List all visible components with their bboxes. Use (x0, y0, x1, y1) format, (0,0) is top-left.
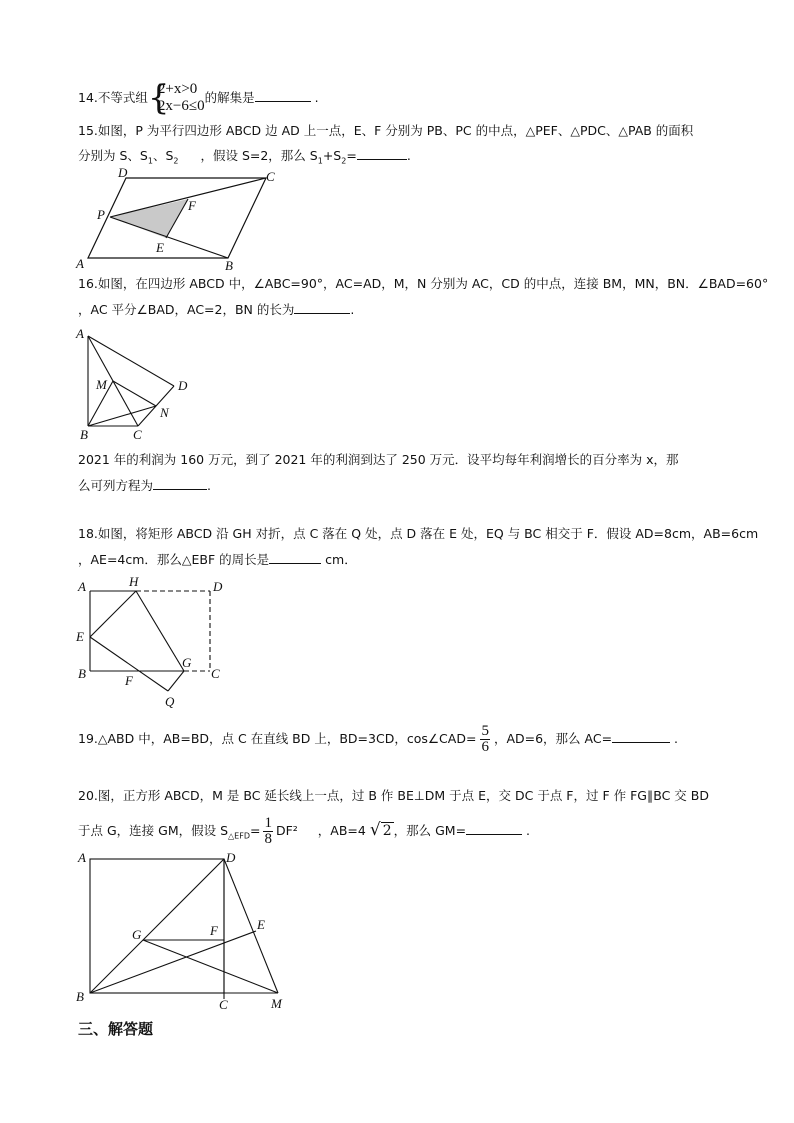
q14-prefix: 14.不等式组 (78, 90, 148, 105)
q14-line (78, 77, 319, 118)
q15-sub4: 2 (341, 156, 347, 166)
q17-answer-blank[interactable] (153, 477, 207, 490)
q16-label-m: M (96, 377, 107, 392)
q18-text: ，AE=4cm．那么△EBF 的周长是 (78, 552, 270, 567)
sqrt-icon: √ (369, 820, 381, 840)
q15-sub2: 2 (173, 156, 179, 166)
q20-sub: △EFD (228, 831, 250, 841)
q18-fold-hg (136, 591, 184, 671)
q18-label-f: F (125, 673, 133, 688)
q20-line2 (78, 813, 530, 847)
q16-label-c: C (133, 427, 142, 442)
q15-label-a: A (76, 256, 84, 271)
q15-label-c: C (266, 169, 275, 184)
q16-figure (74, 328, 198, 444)
q20-line1: 20.图，正方形 ABCD，M 是 BC 延长线上一点，过 B 作 BE⊥DM 于点 E，交 DC 于点 F，过 F 作 FG∥BC 交 BD (78, 788, 709, 803)
q19-text-a: 19.△ABD 中，AB=BD，点 C 在直线 BD 上，BD=3CD，cos∠CAD= (78, 731, 477, 746)
q14-suffix: 的解集是 (204, 90, 255, 105)
q15-sub1: 1 (147, 156, 153, 166)
q15-sub3: 1 (317, 156, 323, 166)
q20-text-c: DF² (275, 823, 298, 838)
q18-label-g: G (182, 655, 192, 670)
q19-frac-den: 6 (481, 739, 489, 755)
q18-label-d: D (213, 579, 223, 594)
q20-fraction (263, 816, 273, 847)
q18-label-q: Q (165, 694, 175, 709)
q20-label-m: M (271, 996, 282, 1011)
q15-text-e: = (346, 148, 357, 163)
q16-label-n: N (160, 405, 169, 420)
q19-end: . (674, 731, 679, 746)
q19-text-b: ，AD=6，那么 AC= (493, 731, 613, 746)
section-heading: 三、解答题 (78, 1020, 154, 1038)
q20-label-d: D (226, 850, 236, 865)
q16-label-d: D (178, 378, 188, 393)
q15-label-d: D (118, 165, 128, 180)
q18-label-h: H (129, 574, 139, 589)
q18-segment-he (90, 591, 136, 637)
q18-unit: cm． (325, 552, 357, 567)
q15-shaded-triangle (110, 199, 188, 238)
q20-label-b: B (76, 989, 84, 1004)
q15-text-a: 分别为 S、S (78, 148, 148, 163)
q14-system (147, 77, 205, 118)
q20-label-a: A (78, 850, 86, 865)
q16-label-a: A (76, 326, 84, 341)
q18-segment-gq (168, 671, 184, 691)
q17-line2 (78, 477, 211, 494)
q16-text: ，AC 平分∠BAD，AC=2，BN 的长为 (78, 302, 295, 317)
q18-label-e: E (76, 629, 84, 644)
q15-label-e: E (156, 240, 164, 255)
q20-segment-dm (224, 859, 278, 993)
q20-text-d: ，AB=4 (317, 823, 366, 838)
q15-text-d: +S (322, 148, 342, 163)
q16-segment-bn (88, 406, 156, 426)
q18-label-b: B (78, 666, 86, 681)
q16-label-b: B (80, 427, 88, 442)
q15-figure (74, 165, 294, 273)
brace-icon: { (147, 77, 170, 118)
q18-figure (74, 575, 234, 711)
q17-line1: 2021 年的利润为 160 万元，到了 2021 年的利润到达了 250 万元．设平均每年利润增长的百分率为 x，那 (78, 452, 679, 467)
q18-label-c: C (211, 666, 220, 681)
q20-label-g: G (132, 927, 142, 942)
q20-text-b: = (249, 823, 261, 838)
q19-answer-blank[interactable] (612, 730, 670, 743)
q14-ineq2: 2x−6≤0 (157, 97, 205, 114)
q17-end: . (207, 478, 211, 493)
q15-end: . (406, 148, 411, 163)
q15-text-b: 、S (152, 148, 174, 163)
q20-label-c: C (219, 997, 228, 1012)
q14-end: . (314, 90, 319, 105)
q15-text-c: ，假设 S=2，那么 S (200, 148, 318, 163)
q16-line2 (78, 301, 354, 318)
q19-line (78, 722, 678, 756)
q20-figure (74, 851, 294, 1015)
q15-line1: 15.如图，P 为平行四边形 ABCD 边 AD 上一点，E、F 分别为 PB、PC 的中点，△PEF、△PDC、△PAB 的面积 (78, 123, 694, 138)
q14-answer-blank[interactable] (255, 89, 311, 102)
q18-line1: 18.如图，将矩形 ABCD 沿 GH 对折，点 C 落在 Q 处，点 D 落在 E 处，EQ 与 BC 相交于 F．假设 AD=8cm，AB=6cm (78, 526, 759, 541)
q15-label-f: F (188, 198, 196, 213)
q19-frac-num: 5 (481, 723, 489, 739)
q20-end: . (526, 823, 531, 838)
q20-label-f: F (210, 923, 218, 938)
q20-frac-num: 1 (264, 815, 272, 831)
q20-answer-blank[interactable] (466, 822, 522, 835)
q16-line1: 16.如图，在四边形 ABCD 中，∠ABC=90°，AC=AD，M，N 分别为 AC，CD 的中点，连接 BM，MN，BN．∠BAD=60° (78, 276, 769, 291)
q20-label-e: E (257, 917, 265, 932)
q14-ineq1: 2+x>0 (157, 80, 198, 97)
q18-label-a: A (78, 579, 86, 594)
q15-label-b: B (225, 258, 233, 273)
q15-label-p: P (97, 207, 105, 222)
q20-sqrt-value: 2 (382, 823, 392, 839)
q20-frac-den: 8 (264, 831, 272, 847)
q16-answer-blank[interactable] (294, 301, 350, 314)
q20-text-e: ，那么 GM= (393, 823, 467, 838)
q20-text-a: 于点 G，连接 GM，假设 S (78, 823, 229, 838)
q15-answer-blank[interactable] (357, 147, 407, 160)
q20-segment-bd (90, 859, 224, 993)
q17-text: 么可列方程为 (78, 478, 154, 493)
q15-line2 (78, 147, 411, 170)
q18-answer-blank[interactable] (269, 551, 321, 564)
q19-fraction (480, 724, 490, 755)
q16-end: . (350, 302, 355, 317)
q18-line2 (78, 551, 357, 568)
